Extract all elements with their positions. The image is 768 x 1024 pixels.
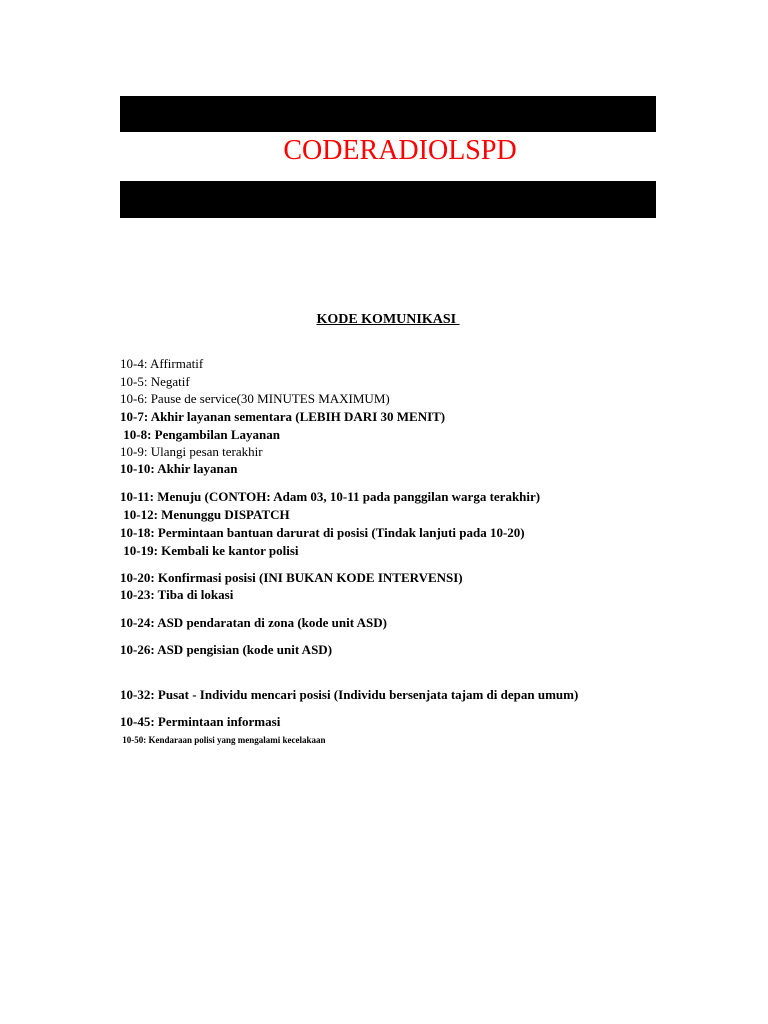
- code-line-10-50: 10-50: Kendaraan polisi yang mengalami kecelakaan: [120, 735, 326, 745]
- code-line-10-24: 10-24: ASD pendaratan di zona (kode unit ASD): [120, 615, 387, 630]
- code-line-10-9: 10-9: Ulangi pesan terakhir: [120, 444, 263, 459]
- code-line-10-5: 10-5: Negatif: [120, 374, 190, 389]
- code-line-10-10: 10-10: Akhir layanan: [120, 461, 238, 476]
- code-line-10-7: 10-7: Akhir layanan sementara (LEBIH DARI 30 MENIT): [120, 409, 446, 424]
- code-line-10-20: 10-20: Konfirmasi posisi (INI BUKAN KODE INTERVENSI): [120, 570, 463, 585]
- header-bottom-bar: [120, 181, 656, 218]
- code-line-10-12: 10-12: Menunggu DISPATCH: [120, 507, 290, 522]
- code-line-10-11: 10-11: Menuju (CONTOH: Adam 03, 10-11 pada panggilan warga terakhir): [120, 489, 541, 504]
- code-line-10-19: 10-19: Kembali ke kantor polisi: [120, 543, 299, 558]
- section-heading: KODE KOMUNIKASI: [316, 312, 460, 327]
- document-title: CODERADIOLSPD: [283, 135, 517, 166]
- header-top-bar: [120, 96, 656, 132]
- code-line-10-8: 10-8: Pengambilan Layanan: [120, 427, 280, 442]
- code-line-10-32: 10-32: Pusat - Individu mencari posisi (Individu bersenjata tajam di depan umum): [120, 687, 579, 702]
- code-line-10-23: 10-23: Tiba di lokasi: [120, 587, 234, 602]
- code-line-10-6: 10-6: Pause de service(30 MINUTES MAXIMUM): [120, 391, 390, 406]
- code-line-10-4: 10-4: Affirmatif: [120, 356, 204, 371]
- code-line-10-18: 10-18: Permintaan bantuan darurat di posisi (Tindak lanjuti pada 10-20): [120, 525, 525, 540]
- code-line-10-45: 10-45: Permintaan informasi: [120, 714, 281, 729]
- code-line-10-26: 10-26: ASD pengisian (kode unit ASD): [120, 642, 333, 657]
